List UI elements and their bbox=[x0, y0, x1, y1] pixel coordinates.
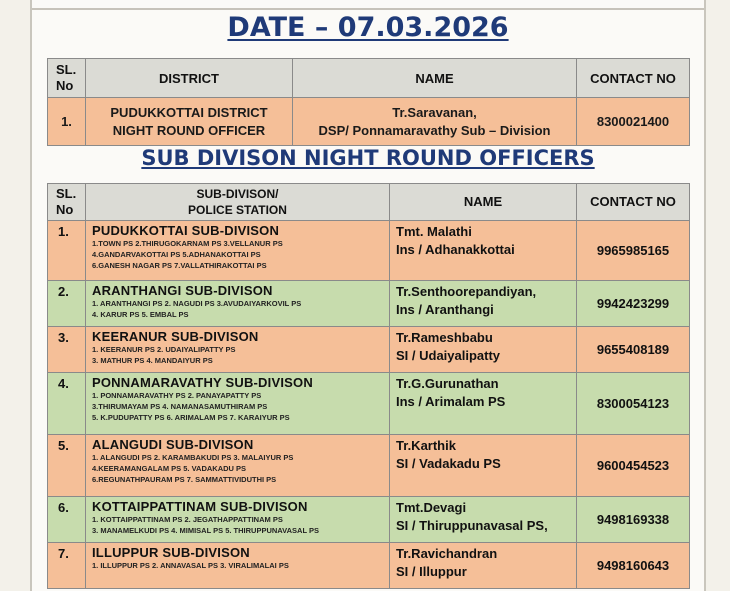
contact-cell: 9498169338 bbox=[577, 497, 690, 543]
district-officer-row bbox=[48, 98, 690, 146]
officer-name-cell: Tr.Senthoorepandiyan, Ins / Aranthangi bbox=[390, 281, 577, 327]
header-name: NAME bbox=[293, 59, 577, 98]
header-contact: CONTACT NO bbox=[577, 184, 690, 221]
contact-cell: 9965985165 bbox=[577, 221, 690, 281]
table-row: 4. PONNAMARAVATHY SUB-DIVISON 1. PONNAMARAVATHY PS 2. PANAYAPATTY PS 3.THIRUMAYAM PS 4. NAMANASAMUTHIRAM PS 5. K.PUDUPATTY PS 6. ARIMALAM PS 7. KARAIYUR PS Tr.G.Gurunathan Ins / Arimalam PS 8300054123 bbox=[48, 373, 690, 435]
subdivision-heading: SUB DIVISON NIGHT ROUND OFFICERS bbox=[141, 146, 595, 170]
top-divider bbox=[32, 8, 704, 10]
officer-name-cell: Tr.Ravichandran SI / Illuppur bbox=[390, 543, 577, 589]
table-row: 3. KEERANUR SUB-DIVISON 1. KEERANUR PS 2. UDAIYALIPATTY PS 3. MATHUR PS 4. MANDAIYUR PS Tr.Rameshbabu SI / Udaiyalipatty 9655408189 bbox=[48, 327, 690, 373]
division-cell: PONNAMARAVATHY SUB-DIVISON 1. PONNAMARAVATHY PS 2. PANAYAPATTY PS 3.THIRUMAYAM PS 4. NAMANASAMUTHIRAM PS 5. K.PUDUPATTY PS 6. ARIMALAM PS 7. KARAIYUR PS bbox=[86, 373, 390, 435]
district-officer-name: Tr.Saravanan, DSP/ Ponnamaravathy Sub – Division bbox=[293, 98, 577, 146]
table-row: 6. KOTTAIPPATTINAM SUB-DIVISON 1. KOTTAIPPATTINAM PS 2. JEGATHAPPATTINAM PS 3. MANAMELKUDI PS 4. MIMISAL PS 5. THIRUPPUNAVASAL PS Tmt.Devagi SI / Thiruppunavasal PS, 9498169338 bbox=[48, 497, 690, 543]
header-name: NAME bbox=[390, 184, 577, 221]
table-row: 5. ALANGUDI SUB-DIVISON 1. ALANGUDI PS 2. KARAMBAKUDI PS 3. MALAIYUR PS 4.KEERAMANGALAM PS 5. VADAKADU PS 6.REGUNATHPAURAM PS 7. SAMMATTIVIDUTHI PS Tr.Karthik SI / Vadakadu PS 9600454523 bbox=[48, 435, 690, 497]
table-row: 1. PUDUKKOTTAI SUB-DIVISON 1.TOWN PS 2.THIRUGOKARNAM PS 3.VELLANUR PS 4.GANDARVAKOTTAI PS 5.ADHANAKOTTAI PS 6.GANESH NAGAR PS 7.VALLATHIRAKOTTAI PS Tmt. Malathi Ins / Adhanakkottai 9965985165 bbox=[48, 221, 690, 281]
header-sl-no: SL. No bbox=[48, 184, 86, 221]
district-cell: PUDUKKOTTAI DISTRICT NIGHT ROUND OFFICER bbox=[86, 98, 293, 146]
district-sl: 1. bbox=[48, 98, 86, 146]
table-row: 7. ILLUPPUR SUB-DIVISON 1. ILLUPPUR PS 2. ANNAVASAL PS 3. VIRALIMALAI PS Tr.Ravichandran SI / Illuppur 9498160643 bbox=[48, 543, 690, 589]
table-row: 2. ARANTHANGI SUB-DIVISON 1. ARANTHANGI PS 2. NAGUDI PS 3.AVUDAIYARKOVIL PS 4. KARUR PS 5. EMBAL PS Tr.Senthoorepandiyan, Ins / Aranthangi 9942423299 bbox=[48, 281, 690, 327]
division-cell: ARANTHANGI SUB-DIVISON 1. ARANTHANGI PS 2. NAGUDI PS 3.AVUDAIYARKOVIL PS 4. KARUR PS 5. EMBAL PS bbox=[86, 281, 390, 327]
officer-name-cell: Tmt.Devagi SI / Thiruppunavasal PS, bbox=[390, 497, 577, 543]
officer-name-cell: Tmt. Malathi Ins / Adhanakkottai bbox=[390, 221, 577, 281]
officer-name-cell: Tr.Rameshbabu SI / Udaiyalipatty bbox=[390, 327, 577, 373]
division-cell: ALANGUDI SUB-DIVISON 1. ALANGUDI PS 2. KARAMBAKUDI PS 3. MALAIYUR PS 4.KEERAMANGALAM PS 5. VADAKADU PS 6.REGUNATHPAURAM PS 7. SAMMATTIVIDUTHI PS bbox=[86, 435, 390, 497]
district-table-header bbox=[48, 59, 690, 98]
header-sl-no: SL. No bbox=[48, 59, 86, 98]
header-subdivision: SUB-DIVISON/ POLICE STATION bbox=[86, 184, 390, 221]
officer-name-cell: Tr.Karthik SI / Vadakadu PS bbox=[390, 435, 577, 497]
subdivision-table-header bbox=[48, 184, 690, 221]
date-heading: DATE – 07.03.2026 bbox=[227, 12, 509, 43]
district-officer-contact: 8300021400 bbox=[577, 98, 690, 146]
division-cell: KOTTAIPPATTINAM SUB-DIVISON 1. KOTTAIPPATTINAM PS 2. JEGATHAPPATTINAM PS 3. MANAMELKUDI PS 4. MIMISAL PS 5. THIRUPPUNAVASAL PS bbox=[86, 497, 390, 543]
contact-cell: 9942423299 bbox=[577, 281, 690, 327]
document-sheet bbox=[30, 0, 706, 591]
division-cell: PUDUKKOTTAI SUB-DIVISON 1.TOWN PS 2.THIRUGOKARNAM PS 3.VELLANUR PS 4.GANDARVAKOTTAI PS 5.ADHANAKOTTAI PS 6.GANESH NAGAR PS 7.VALLATHIRAKOTTAI PS bbox=[86, 221, 390, 281]
header-contact: CONTACT NO bbox=[577, 59, 690, 98]
subdivision-officers-table bbox=[47, 183, 690, 589]
division-cell: ILLUPPUR SUB-DIVISON 1. ILLUPPUR PS 2. ANNAVASAL PS 3. VIRALIMALAI PS bbox=[86, 543, 390, 589]
division-cell: KEERANUR SUB-DIVISON 1. KEERANUR PS 2. UDAIYALIPATTY PS 3. MATHUR PS 4. MANDAIYUR PS bbox=[86, 327, 390, 373]
contact-cell: 8300054123 bbox=[577, 373, 690, 435]
contact-cell: 9655408189 bbox=[577, 327, 690, 373]
district-officer-table bbox=[47, 58, 690, 146]
contact-cell: 9600454523 bbox=[577, 435, 690, 497]
officer-name-cell: Tr.G.Gurunathan Ins / Arimalam PS bbox=[390, 373, 577, 435]
contact-cell: 9498160643 bbox=[577, 543, 690, 589]
header-district: DISTRICT bbox=[86, 59, 293, 98]
